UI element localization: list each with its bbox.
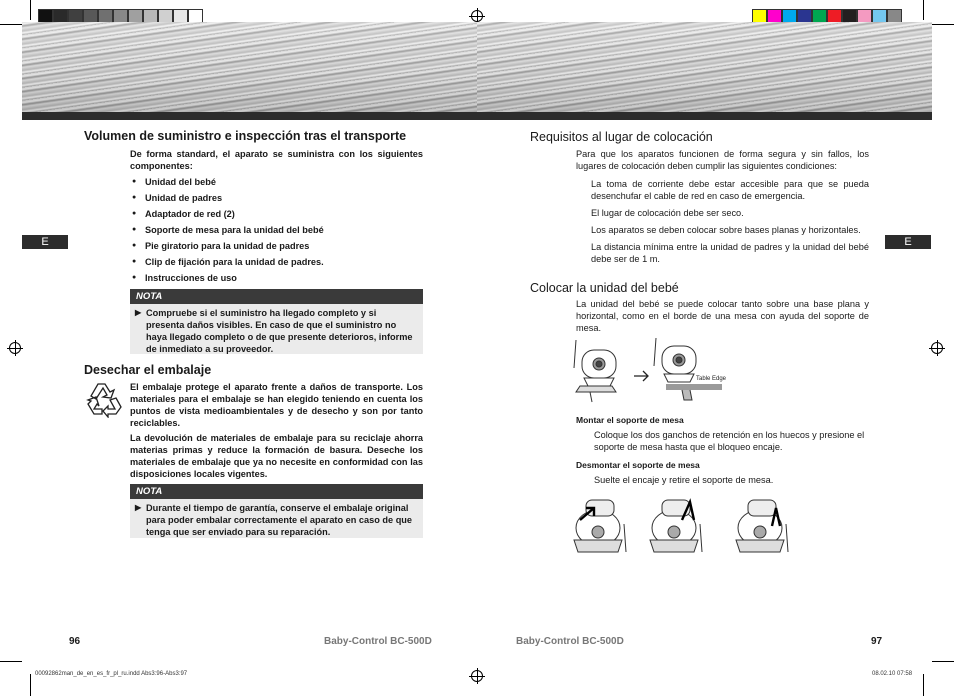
page-number-left: 96: [69, 636, 81, 647]
dismount-text: Suelte el encaje y retire el soporte de mesa.: [594, 475, 774, 485]
model-name-left: Baby-Control BC-500D: [324, 636, 432, 647]
recycle-icon: [84, 380, 126, 418]
model-name-right: Baby-Control BC-500D: [516, 636, 624, 647]
arrow-right-icon: ▶: [135, 308, 142, 317]
mount-text: Coloque los dos ganchos de retención en los huecos y presione el soporte de mesa hasta que el bloqueo encaje.: [594, 430, 865, 452]
arrow-right-icon: ▶: [135, 503, 142, 512]
packaging-text-2: La devolución de materiales de embalaje para su reciclaje ahorra materias primas y reduce la formación de basura. Deseche los materiales de embalaje que ya no necesite en conformidad con las disposiciones locales vigentes.: [130, 433, 423, 479]
header-rule-right: [477, 112, 932, 120]
table-edge-label: Table Edge: [696, 376, 727, 382]
section-title-packaging: Desechar el embalaje: [84, 363, 212, 377]
mount-title: Montar el soporte de mesa: [576, 415, 684, 425]
registration-mark-right: [931, 342, 943, 354]
baby-unit-table-mount-illustration: [570, 334, 730, 406]
component-item: ● Pie giratorio para la unidad de padres: [130, 240, 423, 256]
note-box-supply: [130, 289, 423, 354]
condition-item: La toma de corriente debe estar accesible para que se pueda desenchufar el cable de red en caso de emergencia.: [591, 179, 869, 201]
supply-intro: De forma standard, el aparato se suministra con los siguientes componentes:: [130, 149, 423, 171]
condition-item: El lugar de colocación debe ser seco.: [591, 208, 744, 218]
print-slug-left: 00092862man_de_en_es_fr_pl_ru.indd Abs3:96-Abs3:97: [35, 671, 188, 677]
registration-mark-top: [471, 10, 483, 22]
component-item: ● Clip de fijación para la unidad de padres.: [130, 256, 423, 272]
packaging-text-1: El embalaje protege el aparato frente a daños de transporte. Los materiales para el embalaje se han elegido teniendo en cuenta los puntos de vista medioambientales y de desecho y son por tanto reciclables.: [130, 382, 423, 428]
registration-mark-left: [9, 342, 21, 354]
note-label: NOTA: [130, 289, 423, 304]
component-list: [130, 176, 423, 288]
note-text: Durante el tiempo de garantía, conserve el embalaje original para poder embalar correctamente el aparato en caso de que tenga que ser enviado para su reparación.: [146, 503, 413, 537]
condition-list: [591, 178, 869, 270]
component-item: ● Instrucciones de uso: [130, 272, 423, 288]
print-slug-right: 08.02.10 07:58: [872, 671, 913, 677]
section-title-location: Requisitos al lugar de colocación: [530, 130, 713, 144]
registration-mark-bottom: [471, 670, 483, 682]
section-title-supply: Volumen de suministro e inspección tras el transporte: [84, 129, 407, 143]
component-item: ● Unidad de padres: [130, 192, 423, 208]
component-item: ● Unidad del bebé: [130, 176, 423, 192]
header-banner-right: [477, 22, 932, 112]
dismount-step-illustrations: [572, 494, 812, 556]
note-label: NOTA: [130, 484, 423, 499]
page-number-right: 97: [871, 636, 883, 647]
header-rule-left: [22, 112, 477, 120]
language-tab-right: E: [885, 235, 931, 249]
component-item: ● Adaptador de red (2): [130, 208, 423, 224]
note-box-packaging: [130, 484, 423, 538]
dismount-title: Desmontar el soporte de mesa: [576, 460, 700, 470]
component-item: ● Soporte de mesa para la unidad del bebé: [130, 224, 423, 240]
placement-text: La unidad del bebé se puede colocar tanto sobre una base plana y horizontal, como en el borde de una mesa con ayuda del soporte de mesa.: [576, 299, 869, 333]
condition-item: Los aparatos se deben colocar sobre bases planas y horizontales.: [591, 225, 861, 235]
header-banner-left: [22, 22, 477, 112]
language-tab-left: E: [22, 235, 68, 249]
condition-item: La distancia mínima entre la unidad de padres y la unidad del bebé debe ser de 1 m.: [591, 242, 869, 264]
section-title-placement: Colocar la unidad del bebé: [530, 281, 679, 295]
note-text: Compruebe si el suministro ha llegado completo y si presenta daños visibles. En caso de que el suministro no haya llegado completo o de que presente deterioros, informe de inmediato a su proveedor.: [146, 308, 413, 354]
location-intro: Para que los aparatos funcionen de forma segura y sin fallos, los lugares de colocación deben cumplir las siguientes condiciones:: [576, 149, 869, 171]
